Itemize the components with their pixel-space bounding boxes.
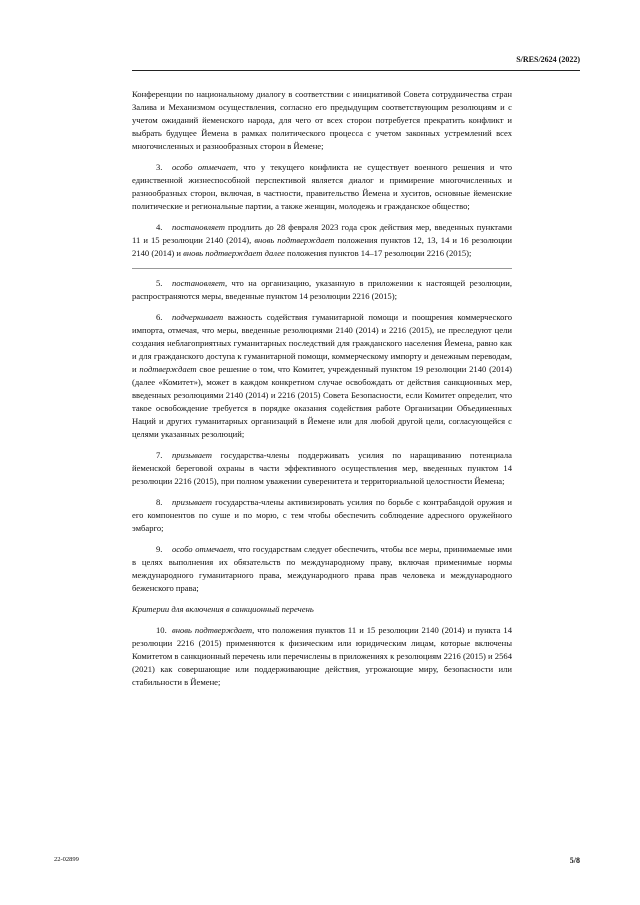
paragraph-3 bbox=[132, 161, 512, 213]
paragraph-text: , что на организацию, указанную в приложении к настоящей резолюции, распространяются меры, введенные пунктом 14 резолюции 2216 (2015); bbox=[132, 278, 512, 301]
paragraph-text: государства-члены поддерживать усилия по наращиванию потенциала йеменской береговой охраны в части эффективного осуществления мер, введенных пунктом 14 резолюции 2216 (2015), при полном уважении суверенитета и территориальной целостности Йемена; bbox=[132, 450, 512, 486]
paragraph-text: Конференции по национальному диалогу в соответствии с инициативой Совета сотрудничества стран Залива и Механизмом осуществления, согласно его предыдущим соответствующим резолюциям и с учетом ожиданий йеменского народа, для чего от всех сторон потребуется прекратить конфликт и выбрать будущее Йемена в рамках политического процесса с учетом законных устремлений всех многочисленных и разнообразных сторон в Йемене; bbox=[132, 89, 512, 151]
paragraph-9 bbox=[132, 543, 512, 595]
section-subheading: Критерии для включения в санкционный перечень bbox=[132, 604, 314, 614]
paragraph-7 bbox=[132, 449, 512, 488]
paragraph-5 bbox=[132, 277, 512, 303]
paragraph-text: , что положения пунктов 11 и 15 резолюции 2140 (2014) и пункта 14 резолюции 2216 (2015) применяются к физическим или юридическим лицам, которые включены Комитетом в санкционный перечень или перечислены в приложениях к резолюциям 2216 (2015) и 2564 (2021) как совершающие или поддерживающие действия, угрожающие миру, безопасности или стабильности в Йемене; bbox=[132, 625, 512, 687]
paragraph-text: продлить до 28 февраля 2023 года срок действия мер, введенных пунктами 11 и 15 резолюции 2140 (2014), bbox=[132, 222, 512, 245]
document-symbol: S/RES/2624 (2022) bbox=[516, 55, 580, 64]
paragraph-10 bbox=[132, 624, 512, 689]
operative-verb: вновь подтверждает bbox=[254, 235, 335, 245]
operative-verb: особо отмечает bbox=[172, 544, 234, 554]
document-number: 22-02899 bbox=[54, 856, 79, 863]
operative-verb: подтверждает bbox=[139, 364, 197, 374]
paragraph-number: 7. bbox=[156, 450, 163, 460]
paragraph-continuation bbox=[132, 88, 512, 153]
paragraph-text: , что у текущего конфликта не существует военного решения и что единственной жизнеспособной перспективой является диалог и примирение многочисленных и разнообразных сторон, включая, в частности, правительство Йемена и хуситов, основные йеменские политические и региональные партии, а также женщин, молодежь и гражданское общество; bbox=[132, 162, 513, 211]
paragraph-number: 9. bbox=[156, 544, 163, 554]
operative-verb: призывает bbox=[172, 450, 212, 460]
paragraph-8 bbox=[132, 496, 512, 535]
paragraph-number: 4. bbox=[156, 222, 163, 232]
paragraph-number: 10. bbox=[156, 625, 167, 635]
operative-verb: особо отмечает bbox=[172, 162, 236, 172]
header-rule bbox=[132, 70, 580, 71]
document-body bbox=[132, 88, 512, 697]
paragraph-text: , что государствам следует обеспечить, чтобы все меры, принимаемые ими в целях выполнения их обязательств по международному праву, включая применимые нормы международного гуманитарного права, международного права прав человека и международного беженского права; bbox=[132, 544, 512, 593]
paragraph-number: 3. bbox=[156, 162, 163, 172]
operative-verb: вновь подтверждает bbox=[172, 625, 253, 635]
paragraph-number: 5. bbox=[156, 278, 163, 288]
operative-verb: призывает bbox=[172, 497, 212, 507]
paragraph-text: государства-члены активизировать усилия по борьбе с контрабандой оружия и его компонентов по суше и по морю, с тем чтобы обеспечить соблюдение адресного оружейного эмбарго; bbox=[132, 497, 512, 533]
page-number: 5/8 bbox=[569, 856, 580, 865]
paragraph-number: 6. bbox=[156, 312, 163, 322]
paragraph-4 bbox=[132, 221, 512, 260]
separator-rule bbox=[132, 268, 512, 269]
operative-verb: подчеркивает bbox=[172, 312, 224, 322]
paragraph-text: положения пунктов 14–17 резолюции 2216 (2015); bbox=[284, 248, 472, 258]
operative-verb: постановляет bbox=[172, 278, 225, 288]
paragraph-number: 8. bbox=[156, 497, 163, 507]
operative-verb: постановляет bbox=[172, 222, 225, 232]
paragraph-6 bbox=[132, 311, 512, 441]
paragraph-text: важность содействия гуманитарной помощи и поощрения коммерческого импорта, отмечая, что меры, введенные резолюциями 2140 (2014) и 2216 (2015), не преследуют цели создания неблагоприятных гуманитарных последствий для гражданского населения Йемена, равно как и для гражданского доступа к гуманитарной помощи, коммерческому импорту и денежным переводам, и bbox=[132, 312, 512, 374]
paragraph-text: положения пунктов 12, 13, 14 и 16 резолюции 2140 (2014) и bbox=[132, 235, 512, 258]
operative-verb: вновь подтверждает далее bbox=[183, 248, 285, 258]
paragraph-text: свое решение о том, что Комитет, учрежденный пунктом 19 резолюции 2140 (2014) (далее «Комитет»), может в каждом конкретном случае освобождать от действия санкционных мер, введенных резолюциями 2140 (2014) и 2216 (2015) Совета Безопасности, если Комитет определит, что такое освобождение требуется в порядке оказания содействия работе Организации Объединенных Наций и других гуманитарных организаций в Йемене или для любой другой цели, согласующейся с целями указанных резолюций; bbox=[132, 364, 512, 439]
